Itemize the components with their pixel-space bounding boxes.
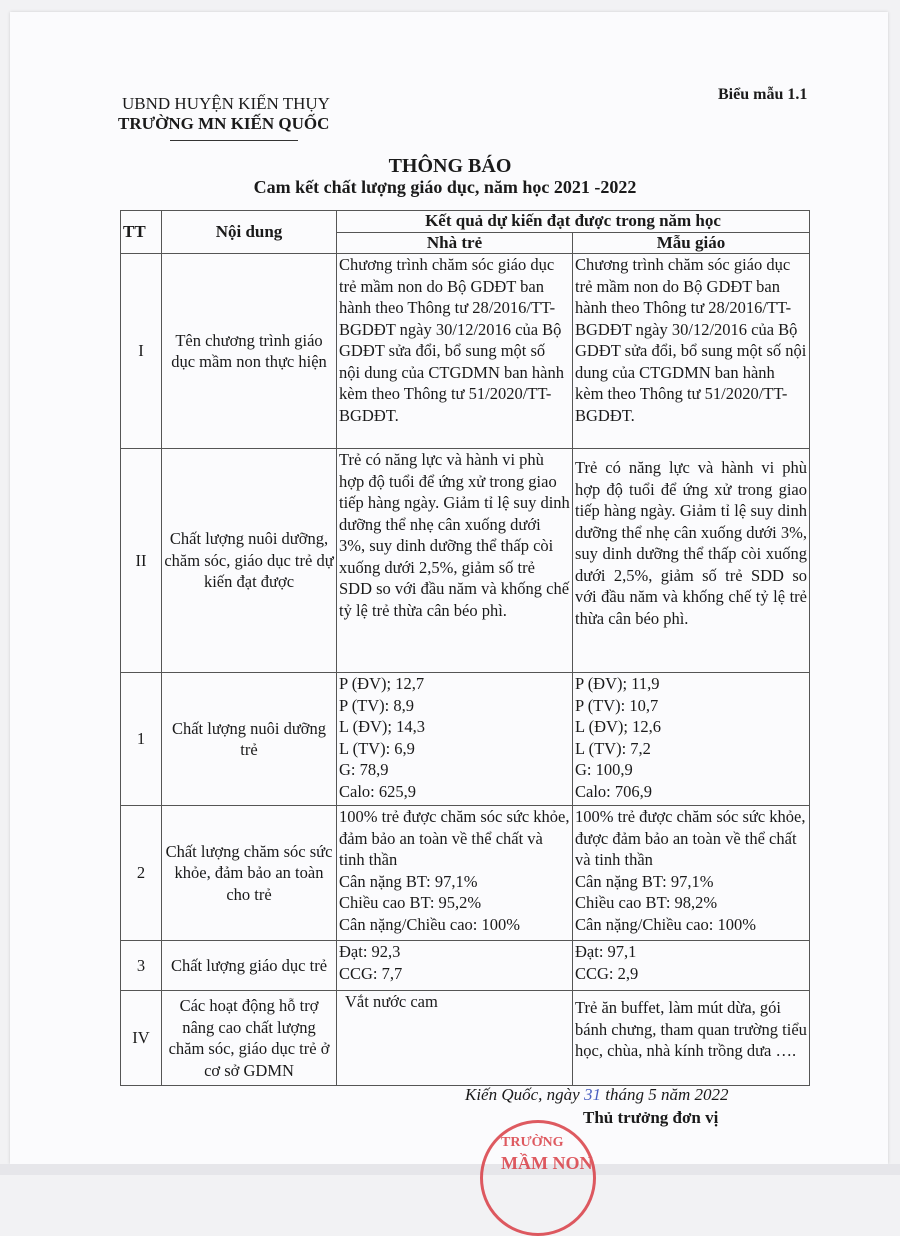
official-stamp: [480, 1120, 596, 1236]
row-nha-tre: Đạt: 92,3 CCG: 7,7: [339, 942, 403, 983]
place-suffix: tháng 5 năm 2022: [600, 1085, 729, 1104]
row-mau-giao: Trẻ ăn buffet, làm mút dừa, gói bánh chưng, tham quan trường tiểu học, chùa, nhà kính trồng dưa ….: [573, 991, 810, 1086]
table-row: [121, 673, 810, 806]
row-nha-tre: Vắt nước cam: [337, 991, 573, 1086]
row-mau-giao: P (ĐV); 11,9 P (TV): 10,7 L (ĐV); 12,6 L (TV): 7,2 G: 100,9 Calo: 706,9: [575, 674, 661, 801]
table-row: [121, 449, 810, 673]
form-number: Biểu mẫu 1.1: [718, 86, 808, 103]
row-content: Chất lượng nuôi dưỡng, chăm sóc, giáo dục trẻ dự kiến đạt được: [162, 449, 337, 673]
row-tt: II: [121, 449, 162, 673]
signer-title: Thủ trưởng đơn vị: [583, 1108, 719, 1127]
document-subtitle: Cam kết chất lượng giáo dục, năm học 2021 -2022: [253, 177, 637, 197]
row-tt: IV: [121, 991, 162, 1086]
row-content: Tên chương trình giáo dục mầm non thực hiện: [162, 254, 337, 449]
document-title: THÔNG BÁO: [388, 155, 512, 177]
stamp-text: MẦM NON: [501, 1153, 593, 1173]
place-prefix: Kiến Quốc, ngày: [465, 1085, 584, 1104]
table-row: [121, 991, 810, 1086]
place-date: [465, 1085, 728, 1105]
row-mau-giao: Chương trình chăm sóc giáo dục trẻ mầm non do Bộ GDĐT ban hành theo Thông tư 28/2016/TT-BGDĐT ngày 30/12/2016 của Bộ GDĐT sửa đổi, bổ sung một số nội dung của CTGDMN ban hành kèm theo Thông tư 51/2020/TT-BGDĐT.: [573, 254, 810, 449]
header-content: Nội dung: [162, 211, 337, 254]
header-nha-tre: Nhà trẻ: [337, 233, 573, 254]
row-content: Chất lượng nuôi dưỡng trẻ: [162, 673, 337, 806]
row-nha-tre: Trẻ có năng lực và hành vi phù hợp độ tuổi để ứng xử trong giao tiếp hàng ngày. Giảm tỉ lệ suy dinh dưỡng thể nhẹ cân xuống dưới 3%, suy dinh dưỡng thể thấp còi xuống dưới 2,5%, giảm số trẻ SDD so với đầu năm và khống chế tỷ lệ trẻ thừa cân béo phì.: [337, 449, 573, 673]
row-tt: 3: [121, 941, 162, 991]
table-row: [121, 806, 810, 941]
authority-name: UBND HUYỆN KIẾN THỤY: [122, 94, 330, 113]
date-day: 31: [583, 1085, 601, 1104]
row-mau-giao: Đạt: 97,1 CCG: 2,9: [575, 942, 639, 983]
table-row: [121, 254, 810, 449]
row-nha-tre: Chương trình chăm sóc giáo dục trẻ mầm non do Bộ GDĐT ban hành theo Thông tư 28/2016/TT-BGDĐT ngày 30/12/2016 của Bộ GDĐT sửa đổi, bổ sung một số nội dung của CTGDMN ban hành kèm theo Thông tư 51/2020/TT-BGDĐT.: [337, 254, 573, 449]
stamp-text: TRƯỜNG: [501, 1135, 564, 1150]
row-tt: 1: [121, 673, 162, 806]
table-row: [121, 941, 810, 991]
row-content: Các hoạt động hỗ trợ nâng cao chất lượng chăm sóc, giáo dục trẻ ở cơ sở GDMN: [162, 991, 337, 1086]
row-nha-tre: 100% trẻ được chăm sóc sức khỏe, đảm bảo an toàn về thể chất và tinh thần Cân nặng BT: 97,1% Chiều cao BT: 95,2% Cân nặng/Chiều cao: 100%: [339, 807, 570, 934]
row-mau-giao: Trẻ có năng lực và hành vi phù hợp độ tuổi để ứng xử trong giao tiếp hàng ngày. Giảm tỉ lệ suy dinh dưỡng thể nhẹ cân xuống dưới 3%, suy dinh dưỡng thể thấp còi xuống dưới 2,5%, giảm số trẻ SDD so với đầu năm và khống chế tỷ lệ trẻ thừa cân béo phì.: [573, 449, 810, 673]
header-result: Kết quả dự kiến đạt được trong năm học: [337, 211, 810, 233]
header-mau-giao: Mẫu giáo: [573, 233, 810, 254]
commitment-table: [120, 210, 810, 1086]
row-content: Chất lượng chăm sóc sức khỏe, đảm bảo an toàn cho trẻ: [162, 806, 337, 941]
school-name: TRƯỜNG MN KIẾN QUỐC: [118, 114, 330, 133]
header-tt: TT: [121, 211, 162, 254]
row-tt: I: [121, 254, 162, 449]
header-divider: [170, 140, 298, 141]
row-content: Chất lượng giáo dục trẻ: [162, 941, 337, 991]
row-mau-giao: 100% trẻ được chăm sóc sức khỏe, được đảm bảo an toàn về thể chất và tinh thần Cân nặng BT: 97,1% Chiều cao BT: 98,2% Cân nặng/Chiều cao: 100%: [575, 807, 806, 934]
row-tt: 2: [121, 806, 162, 941]
row-nha-tre: P (ĐV); 12,7 P (TV): 8,9 L (ĐV); 14,3 L (TV): 6,9 G: 78,9 Calo: 625,9: [339, 674, 425, 801]
viewer-bottom-bar: [0, 1164, 900, 1175]
